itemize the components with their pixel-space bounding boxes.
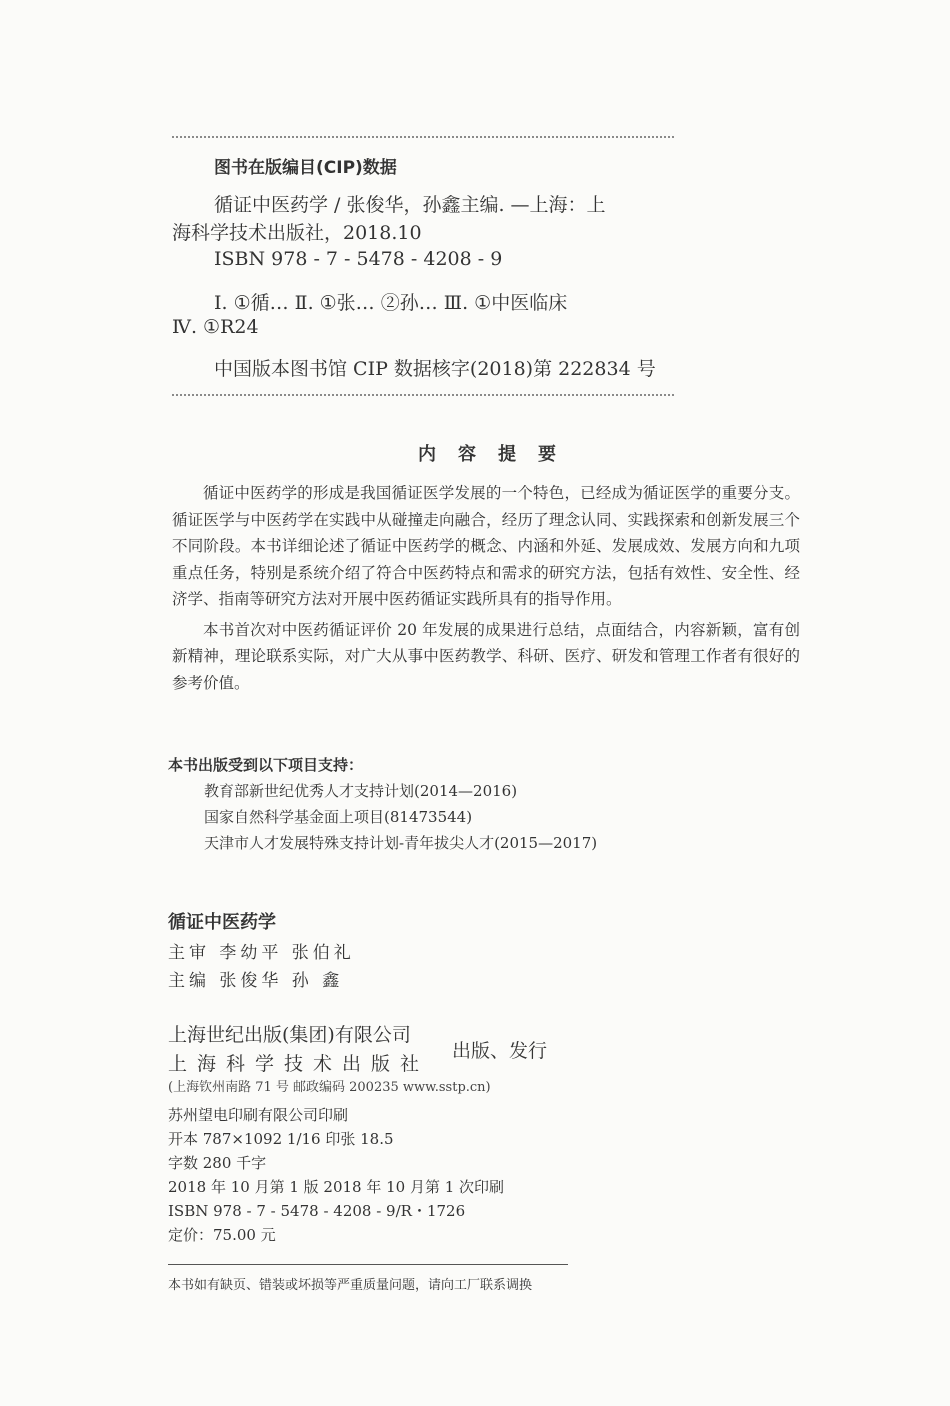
colophon-isbn: ISBN 978 - 7 - 5478 - 4208 - 9/R・1726	[168, 1202, 466, 1220]
summary-body	[172, 480, 800, 700]
reviewers: 主审 李幼平 张伯礼	[168, 943, 355, 963]
support-item: 国家自然科学基金面上项目(81473544)	[204, 808, 473, 826]
support-heading: 本书出版受到以下项目支持：	[168, 756, 364, 774]
publish-role: 出版、发行	[452, 1040, 548, 1062]
cip-classification-1: Ⅰ. ①循… Ⅱ. ①张… ②孙… Ⅲ. ①中医临床	[214, 292, 568, 314]
printer: 苏州望电印刷有限公司印刷	[168, 1106, 349, 1124]
word-count: 字数 280 千字	[168, 1154, 267, 1172]
publisher-group: 上海世纪出版(集团)有限公司	[168, 1024, 411, 1046]
publisher-block	[168, 1020, 429, 1076]
cip-classification-2: Ⅳ. ①R24	[172, 316, 259, 338]
cip-line-1: 循证中医药学 / 张俊华，孙鑫主编. —上海：上	[214, 194, 606, 216]
cip-line-2: 海科学技术出版社，2018.10	[172, 222, 422, 244]
notice-divider	[168, 1264, 568, 1265]
summary-paragraph-1: 循证中医药学的形成是我国循证医学发展的一个特色，已经成为循证医学的重要分支。循证医学与中医药学在实践中从碰撞走向融合，经历了理念认同、实践探索和创新发展三个不同阶段。本书详细论述了循证中医药学的概念、内涵和外延、发展成效、发展方向和九项重点任务，特别是系统介绍了符合中医药特点和需求的研究方法，包括有效性、安全性、经济学、指南等研究方法对开展中医药循证实践所具有的指导作用。	[172, 484, 800, 608]
summary-title: 内容提要	[418, 444, 578, 465]
cip-heading: 图书在版编目(CIP)数据	[214, 158, 397, 178]
publisher-name: 上海科学技术出版社	[168, 1053, 430, 1075]
cip-isbn: ISBN 978 - 7 - 5478 - 4208 - 9	[214, 248, 503, 270]
format: 开本 787×1092 1/16 印张 18.5	[168, 1130, 394, 1148]
book-title: 循证中医药学	[168, 912, 276, 933]
quality-notice: 本书如有缺页、错装或坏损等严重质量问题，请向工厂联系调换	[168, 1278, 533, 1293]
cip-verification: 中国版本图书馆 CIP 数据核字(2018)第 222834 号	[214, 358, 656, 380]
price: 定价：75.00 元	[168, 1226, 276, 1244]
support-item: 天津市人才发展特殊支持计划-青年拔尖人才(2015—2017)	[204, 834, 598, 852]
editors: 主编 张俊华 孙 鑫	[168, 971, 344, 991]
cip-bottom-divider	[172, 394, 674, 396]
support-item: 教育部新世纪优秀人才支持计划(2014—2016)	[204, 782, 518, 800]
cip-top-divider	[172, 136, 674, 138]
publisher-address: (上海钦州南路 71 号 邮政编码 200235 www.sstp.cn)	[168, 1080, 491, 1095]
edition: 2018 年 10 月第 1 版 2018 年 10 月第 1 次印刷	[168, 1178, 505, 1196]
summary-paragraph-2: 本书首次对中医药循证评价 20 年发展的成果进行总结，点面结合，内容新颖，富有创新精神，理论联系实际，对广大从事中医药教学、科研、医疗、研发和管理工作者有很好的参考价值。	[172, 620, 800, 692]
